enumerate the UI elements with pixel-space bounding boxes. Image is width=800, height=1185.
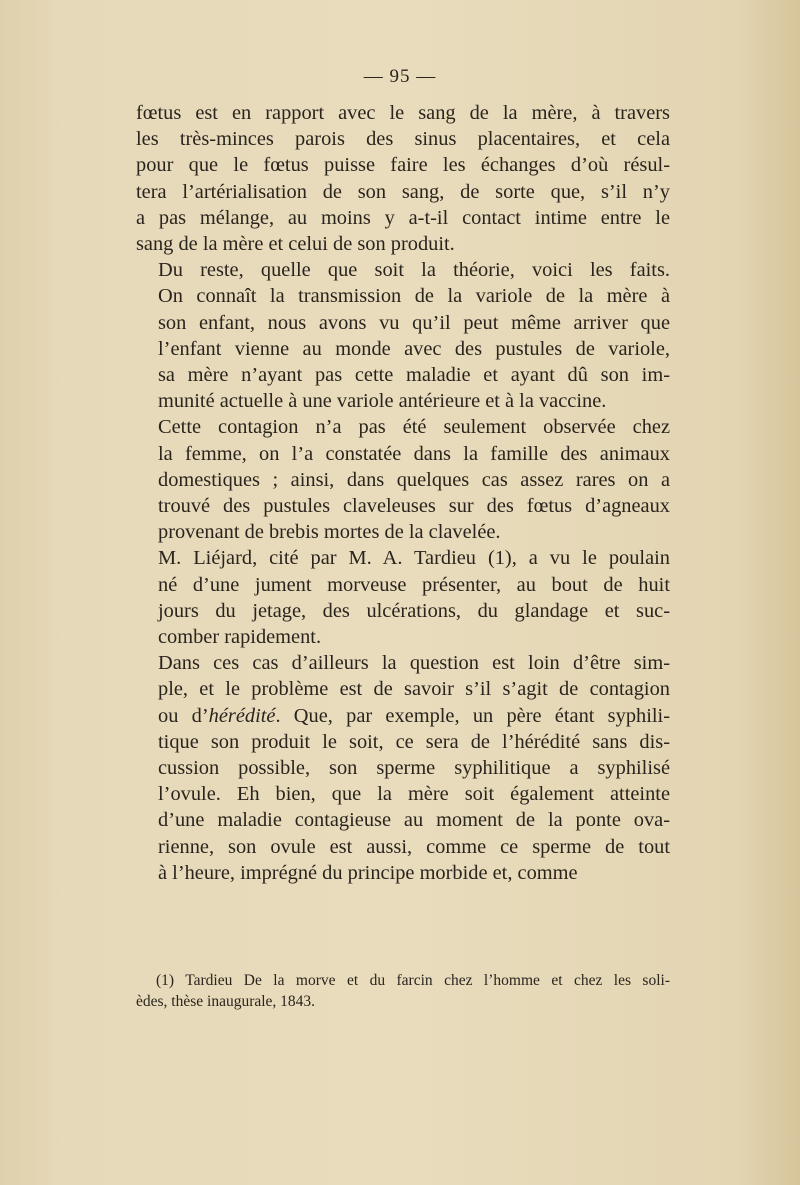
text-line: l’ovule. Eh bien, que la mère soit également atteinte [158,783,670,806]
footnote-line: èdes, thèse inaugurale, 1843. [136,993,316,1010]
text-line: comber rapidement. [158,626,322,649]
text-line: d’une maladie contagieuse au moment de la ponte ova- [158,809,670,832]
text-line: ple, et le problème est de savoir s’il s’agit de contagion [158,678,670,701]
text-line: a pas mélange, au moins y a-t-il contact intime entre le [136,206,670,229]
page-number-header: — 95 — [363,66,437,87]
text-line: rienne, son ovule est aussi, comme ce sperme de tout [158,835,670,858]
footnotes [136,970,670,1012]
text-line: pour que le fœtus puisse faire les échanges d’où résul- [136,154,670,177]
text-line: l’enfant vienne au monde avec des pustules de variole, [158,337,670,360]
text-line: la femme, on l’a constatée dans la famille des animaux [158,442,670,465]
text-line: domestiques ; ainsi, dans quelques cas assez rares on a [158,468,670,491]
text-line: sa mère n’ayant pas cette maladie et ayant dû son im- [158,364,670,387]
paragraph [136,257,670,414]
text-line: à l’heure, imprégné du principe morbide et, comme [158,861,578,884]
text-line: né d’une jument morveuse présenter, au bout de huit [158,573,670,596]
text-line: les très-minces parois des sinus placentaires, et cela [136,128,670,151]
text-line: sang de la mère et celui de son produit. [136,233,455,256]
text-line: jours du jetage, des ulcérations, du glandage et suc- [158,599,670,622]
footnote-line: (1) Tardieu De la morve et du farcin chez l’homme et chez les soli- [156,972,670,989]
text-line: ou d’hérédité. Que, par exemple, un père étant syphili- [158,704,670,727]
text-line: tique son produit le soit, ce sera de l’hérédité sans dis- [158,730,670,753]
text-line: fœtus est en rapport avec le sang de la mère, à travers [136,102,670,124]
text-line: provenant de brebis mortes de la clavelée. [158,521,501,544]
text-line: trouvé des pustules claveleuses sur des fœtus d’agneaux [158,495,670,518]
text-line: munité actuelle à une variole antérieure et à la vaccine. [158,390,607,413]
text-line: Cette contagion n’a pas été seulement observée chez [158,416,670,439]
text-line: On connaît la transmission de la variole de la mère à [158,285,670,308]
body-text [136,100,670,886]
text-line: cussion possible, son sperme syphilitique a syphilisé [158,757,670,780]
text-line: Du reste, quelle que soit la théorie, voici les faits. [158,259,670,282]
paragraph [136,650,670,886]
text-line: M. Liéjard, cité par M. A. Tardieu (1), a vu le poulain [158,547,670,570]
paragraph [136,100,670,257]
text-line: tera l’artérialisation de son sang, de sorte que, s’il n’y [136,180,670,203]
text-line: Dans ces cas d’ailleurs la question est loin d’être sim- [158,652,670,675]
paragraph [136,545,670,650]
text-line: son enfant, nous avons vu qu’il peut même arriver que [158,311,670,334]
paragraph [136,414,670,545]
